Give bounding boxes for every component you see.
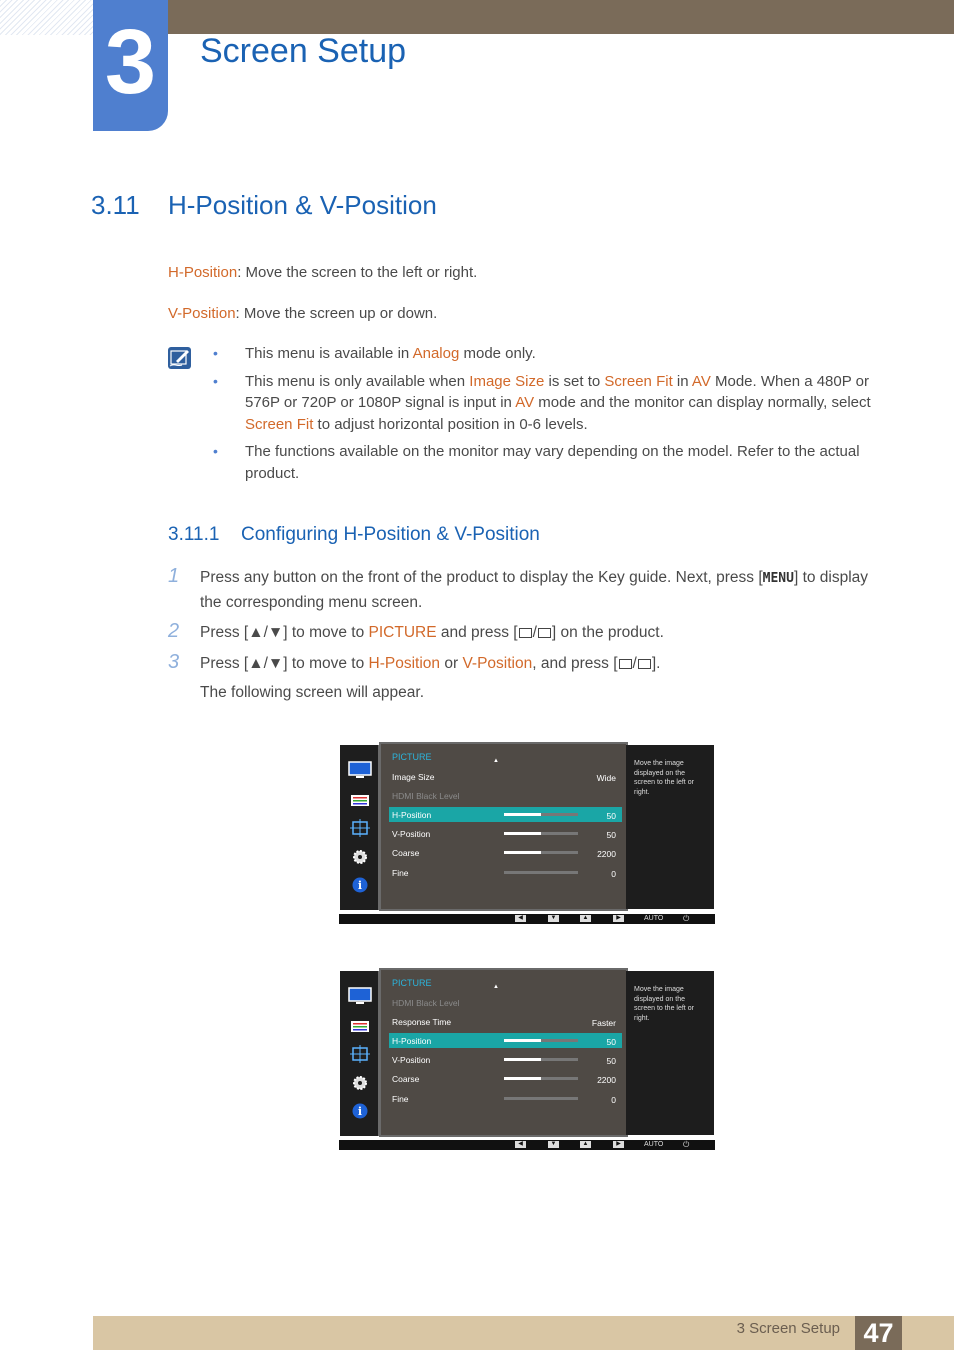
note-item: • This menu is available in Analog mode only. [213, 343, 873, 365]
setup-gear-icon [348, 848, 372, 866]
step-number: 3 [168, 651, 180, 673]
auto-key[interactable]: AUTO [644, 915, 664, 922]
osd-slider[interactable] [504, 1077, 578, 1080]
osd-sidebar [340, 745, 380, 910]
up-arrow-key-icon[interactable]: ▲ [580, 915, 591, 922]
auto-key[interactable]: AUTO [644, 1141, 664, 1148]
information-icon [348, 1102, 372, 1120]
section-heading [91, 190, 437, 221]
definition-text: : Move the screen to the left or right. [237, 264, 478, 281]
definition-v-position [168, 305, 437, 322]
source-button-icon [619, 659, 632, 669]
right-arrow-key-icon[interactable]: ▶ [613, 1141, 624, 1148]
osd-slider[interactable] [504, 871, 578, 874]
down-arrow-key-icon[interactable]: ▼ [548, 915, 559, 922]
up-down-arrows-icon: ▲/▼ [248, 624, 284, 641]
step-3: 3 Press [▲/▼] to move to H-Position or V-Position, and press [ / ]. [168, 651, 661, 673]
enter-button-icon [638, 659, 651, 669]
osd-slider[interactable] [504, 813, 578, 816]
osd-key-guide [339, 914, 715, 924]
scroll-up-icon: ▲ [493, 984, 499, 990]
osd-sidebar [340, 971, 380, 1136]
step-result: The following screen will appear. [200, 684, 425, 701]
svg-text:i: i [357, 879, 363, 892]
step-number: 2 [168, 620, 180, 642]
subsection-title: Configuring H-Position & V-Position [241, 524, 540, 545]
color-icon [348, 1017, 372, 1035]
size-position-icon [348, 1045, 372, 1063]
osd-slider[interactable] [504, 1039, 578, 1042]
osd-slider[interactable] [504, 832, 578, 835]
monitor-icon [348, 987, 372, 1005]
osd-menu-panel [379, 968, 628, 1137]
subsection-number: 3.11.1 [168, 524, 220, 545]
osd-row[interactable]: Coarse 2200 [392, 1074, 616, 1085]
osd-menu-panel [379, 742, 628, 911]
page-footer [93, 1316, 954, 1350]
osd-key-guide [339, 1140, 715, 1150]
source-button-icon [519, 628, 532, 638]
osd-row[interactable]: Response Time Faster [392, 1017, 616, 1028]
left-arrow-key-icon[interactable]: ◀ [515, 915, 526, 922]
monitor-icon [348, 761, 372, 779]
power-icon[interactable]: ⏻ [683, 914, 690, 923]
section-title: H-Position & V-Position [168, 190, 437, 220]
up-arrow-key-icon[interactable]: ▲ [580, 1141, 591, 1148]
osd-slider[interactable] [504, 1058, 578, 1061]
osd-help-text: Move the image displayed on the screen to the left or right. [634, 986, 694, 1022]
osd-row[interactable]: Fine 0 [392, 868, 616, 879]
enter-button-icon [538, 628, 551, 638]
menu-key-glyph: MENU [762, 571, 794, 586]
osd-row[interactable]: Coarse 2200 [392, 848, 616, 859]
chapter-title: Screen Setup [200, 32, 407, 70]
osd-screenshot-1 [339, 742, 715, 925]
osd-row-selected[interactable]: H-Position 50 [389, 807, 622, 822]
power-icon[interactable]: ⏻ [683, 1140, 690, 1149]
down-arrow-key-icon[interactable]: ▼ [548, 1141, 559, 1148]
svg-text:i: i [357, 1105, 363, 1118]
osd-row[interactable]: V-Position 50 [392, 1055, 616, 1066]
osd-row[interactable]: Fine 0 [392, 1094, 616, 1105]
osd-screenshot-2 [339, 968, 715, 1151]
note-list [213, 343, 873, 490]
subsection-heading [168, 524, 540, 546]
osd-menu-title: PICTURE [392, 978, 432, 988]
step-1: 1 Press any button on the front of the product to display the Key guide. Next, press [MENU] to display the corresponding menu screen. [168, 565, 869, 611]
chapter-number: 3 [104, 11, 157, 113]
osd-row-selected[interactable]: H-Position 50 [389, 1033, 622, 1048]
osd-help-text: Move the image displayed on the screen to the left or right. [634, 760, 694, 796]
left-arrow-key-icon[interactable]: ◀ [515, 1141, 526, 1148]
note-pencil-icon [168, 347, 191, 369]
header-bar [168, 0, 954, 34]
osd-slider[interactable] [504, 851, 578, 854]
bullet-icon: • [213, 345, 218, 361]
steps-list [168, 566, 888, 705]
page-number: 47 [855, 1316, 902, 1350]
bullet-icon: • [213, 372, 218, 389]
osd-row[interactable]: HDMI Black Level [392, 791, 460, 801]
osd-row[interactable]: HDMI Black Level [392, 998, 460, 1008]
corner-hatch [0, 0, 93, 35]
osd-help-panel [626, 971, 714, 1135]
definition-text: : Move the screen up or down. [235, 305, 438, 322]
note-item: • The functions available on the monitor may vary depending on the model. Refer to the actual product. [213, 443, 860, 482]
size-position-icon [348, 819, 372, 837]
scroll-up-icon: ▲ [493, 758, 499, 764]
setup-gear-icon [348, 1074, 372, 1092]
osd-help-panel [626, 745, 714, 909]
up-down-arrows-icon: ▲/▼ [248, 655, 284, 672]
term-h-position: H-Position [168, 264, 238, 281]
right-arrow-key-icon[interactable]: ▶ [613, 915, 624, 922]
footer-chapter-label: 3 Screen Setup [736, 1320, 840, 1337]
step-number: 1 [168, 565, 180, 587]
information-icon [348, 876, 372, 894]
color-icon [348, 791, 372, 809]
note-item: • This menu is only available when Image Size is set to Screen Fit in AV Mode. When a 480P or 576P or 720P or 1080P signal is input in AV mode and the monitor can display normally, select Screen Fit to adjust horizontal position in 0-6 levels. [213, 372, 871, 433]
definition-h-position [168, 264, 477, 281]
section-number: 3.11 [91, 190, 140, 220]
term-v-position: V-Position [168, 305, 236, 322]
bullet-icon: • [213, 443, 218, 459]
osd-slider[interactable] [504, 1097, 578, 1100]
step-2: 2 Press [▲/▼] to move to PICTURE and press [ / ] on the product. [168, 620, 664, 642]
osd-menu-title: PICTURE [392, 752, 432, 762]
osd-row[interactable]: V-Position 50 [392, 829, 616, 840]
osd-row[interactable]: Image Size Wide [392, 772, 616, 783]
